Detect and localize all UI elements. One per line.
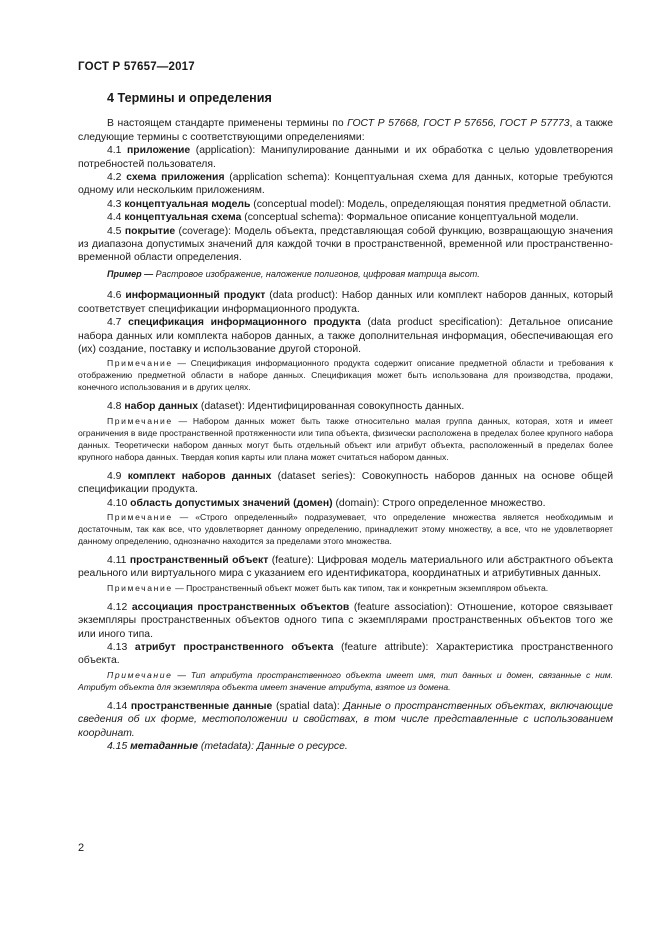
note-text: — Пространственный объект может быть как типом, так и конкретным экземпляром объекта.: [172, 582, 549, 593]
note-4-8: [78, 415, 613, 463]
page-number: 2: [78, 842, 85, 854]
term-number: 4.12: [107, 601, 132, 613]
term-definition: (dataset series): Совокупность наборов данных на основе общей спецификации продукта.: [78, 470, 613, 496]
note-text: — Набором данных может быть также относительно малая группа данных, которая, хотя и имеет ограничения в виде пространственной протяженности или типа объекта, физически расположена в пределах более крупного набора данных. Теоретически набором данных могут быть отдельный объект или атрибут объекта, расположенный в пределах более крупного набора данных. Твердая копия карты или плана может считаться набором данных.: [78, 415, 613, 462]
term-definition: (application schema): Концептуальная схема для данных, которые требуются одному или нескольким приложениям.: [78, 172, 613, 197]
term-4-7: [78, 316, 613, 356]
intro-references: ГОСТ Р 57668, ГОСТ Р 57656, ГОСТ Р 57773: [347, 118, 570, 130]
term-name: пространственный объект: [129, 554, 269, 566]
term-definition: (feature): Цифровая модель материального или абстрактного объекта реального или виртуального мира с указанием его идентификатора, координатных и атрибутивных данных.: [78, 554, 613, 580]
document-code: ГОСТ Р 57657—2017: [78, 61, 195, 73]
term-definition-plain: (spatial data):: [272, 700, 344, 712]
term-number: 4.1: [107, 145, 128, 157]
term-number: 4.9: [107, 470, 128, 482]
term-4-5: [78, 225, 613, 265]
note-label: Примечание: [107, 669, 173, 680]
term-number: 4.8: [107, 401, 125, 413]
intro-text-end: , а также следующие термины с соответствующими определениями:: [78, 118, 614, 143]
term-definition: (conceptual schema): Формальное описание концептуальной модели.: [241, 212, 579, 224]
term-4-9: [78, 470, 613, 497]
term-4-2: [78, 171, 613, 198]
term-number: 4.4: [107, 212, 125, 224]
term-4-12: [78, 601, 613, 641]
term-name: концептуальная модель: [124, 198, 251, 210]
term-definition: (domain): Строго определенное множество.: [332, 497, 546, 509]
note-text: — Тип атрибута пространственного объекта имеет имя, тип данных и домен, связанные с ним. Атрибут объекта для экземпляра объекта имеет значение атрибута, взятое из домена.: [78, 669, 613, 692]
note-label: Примечание: [107, 358, 173, 369]
term-4-10: [78, 497, 613, 510]
term-4-13: [78, 641, 613, 668]
term-definition: (dataset): Идентифицированная совокупность данных.: [197, 401, 465, 413]
note-label: Примечание: [107, 415, 173, 426]
term-number: 4.13: [107, 641, 135, 653]
term-definition: (conceptual model): Модель, определяющая понятия предметной области.: [250, 198, 612, 210]
term-number: 4.11: [107, 554, 130, 566]
term-4-6: [78, 289, 613, 316]
term-name: область допустимых значений (домен): [130, 497, 333, 509]
note-4-10: [78, 511, 613, 547]
term-number: 4.5: [107, 225, 125, 237]
term-definition: (coverage): Модель объекта, представляющая собой функцию, возвращающую значения из диапазона допустимых значений для каждой точки в пространственной, временной или пространственно-временной области определения.: [78, 225, 613, 264]
term-name: пространственные данные: [130, 700, 273, 712]
term-4-15: [78, 740, 613, 753]
term-definition-italic: Данные о пространственных объектах, включающие сведения об их форме, местоположении и свойствах, в том числе представленные с использованием координат.: [78, 700, 613, 739]
term-definition: (application): Манипулирование данными и их обработка с целью удовлетворения потребностей пользователя.: [78, 145, 613, 170]
term-number: 4.15: [107, 741, 131, 752]
term-name: информационный продукт: [125, 290, 266, 302]
note-label: Примечание: [107, 582, 173, 593]
note-4-13: [78, 669, 613, 693]
document-body: [78, 88, 613, 753]
term-name: схема приложения: [126, 172, 225, 184]
term-name: концептуальная схема: [124, 212, 242, 224]
term-name: метаданные: [130, 741, 199, 752]
term-name: комплект наборов данных: [127, 470, 272, 482]
term-definition: (data product): Набор данных или комплект наборов данных, который соответствует спецификации информационного продукта.: [78, 290, 614, 315]
term-number: 4.14: [107, 700, 131, 712]
term-4-14: [78, 700, 613, 740]
intro-text: В настоящем стандарте применены термины по: [107, 118, 348, 130]
example-label: Пример —: [107, 268, 154, 279]
term-number: 4.10: [107, 497, 131, 509]
term-number: 4.3: [107, 198, 125, 210]
note-4-11: [78, 582, 613, 594]
term-4-4: [78, 211, 613, 224]
term-number: 4.7: [107, 317, 129, 329]
term-name: спецификация информационного продукта: [128, 317, 361, 329]
term-definition: (feature association): Отношение, которое связывает экземпляры пространственных объектов одного типа с экземплярами пространственных объектов того же или иного типа.: [78, 601, 614, 640]
term-definition: (metadata): Данные о ресурсе.: [198, 741, 348, 752]
section-title: 4 Термины и определения: [107, 91, 272, 105]
example-text: Растровое изображение, наложение полигонов, цифровая матрица высот.: [153, 268, 480, 279]
term-definition: (feature attribute): Характеристика пространственного объекта.: [78, 641, 613, 667]
term-number: 4.6: [107, 290, 126, 302]
example-4-5: [78, 268, 613, 281]
term-4-11: [78, 554, 613, 581]
term-name: атрибут пространственного объекта: [134, 641, 334, 653]
term-name: приложение: [127, 145, 191, 157]
term-name: ассоциация пространственных объектов: [131, 601, 350, 613]
note-label: Примечание: [107, 511, 173, 522]
term-4-1: [78, 144, 613, 171]
term-definition: (data product specification): Детальное описание набора данных или комплекта наборов данных, а также дополнительная информация, обеспечивающая его (их) создание, поставку и использование другой стороной.: [78, 317, 613, 355]
term-name: набор данных: [124, 401, 198, 413]
note-4-7: [78, 357, 613, 393]
note-text: — Спецификация информационного продукта содержит описание предметной области и требования к отображению предметной области в наборе данных. Спецификация может быть использована для производства, продажи, конечного использования и в других целях.: [78, 358, 613, 393]
intro-paragraph: [78, 117, 613, 144]
term-4-3: [78, 198, 613, 211]
term-number: 4.2: [107, 172, 127, 184]
term-4-8: [78, 400, 613, 413]
term-name: покрытие: [124, 225, 176, 237]
note-text: — «Строго определенный» подразумевает, что определение множества является необходимым и достаточным, так как все, что удовлетворяет данному определению, принадлежит этому множеству, а все, что не удовлетворяет данному определению, однозначно находится за пределами этого множества.: [78, 511, 613, 546]
